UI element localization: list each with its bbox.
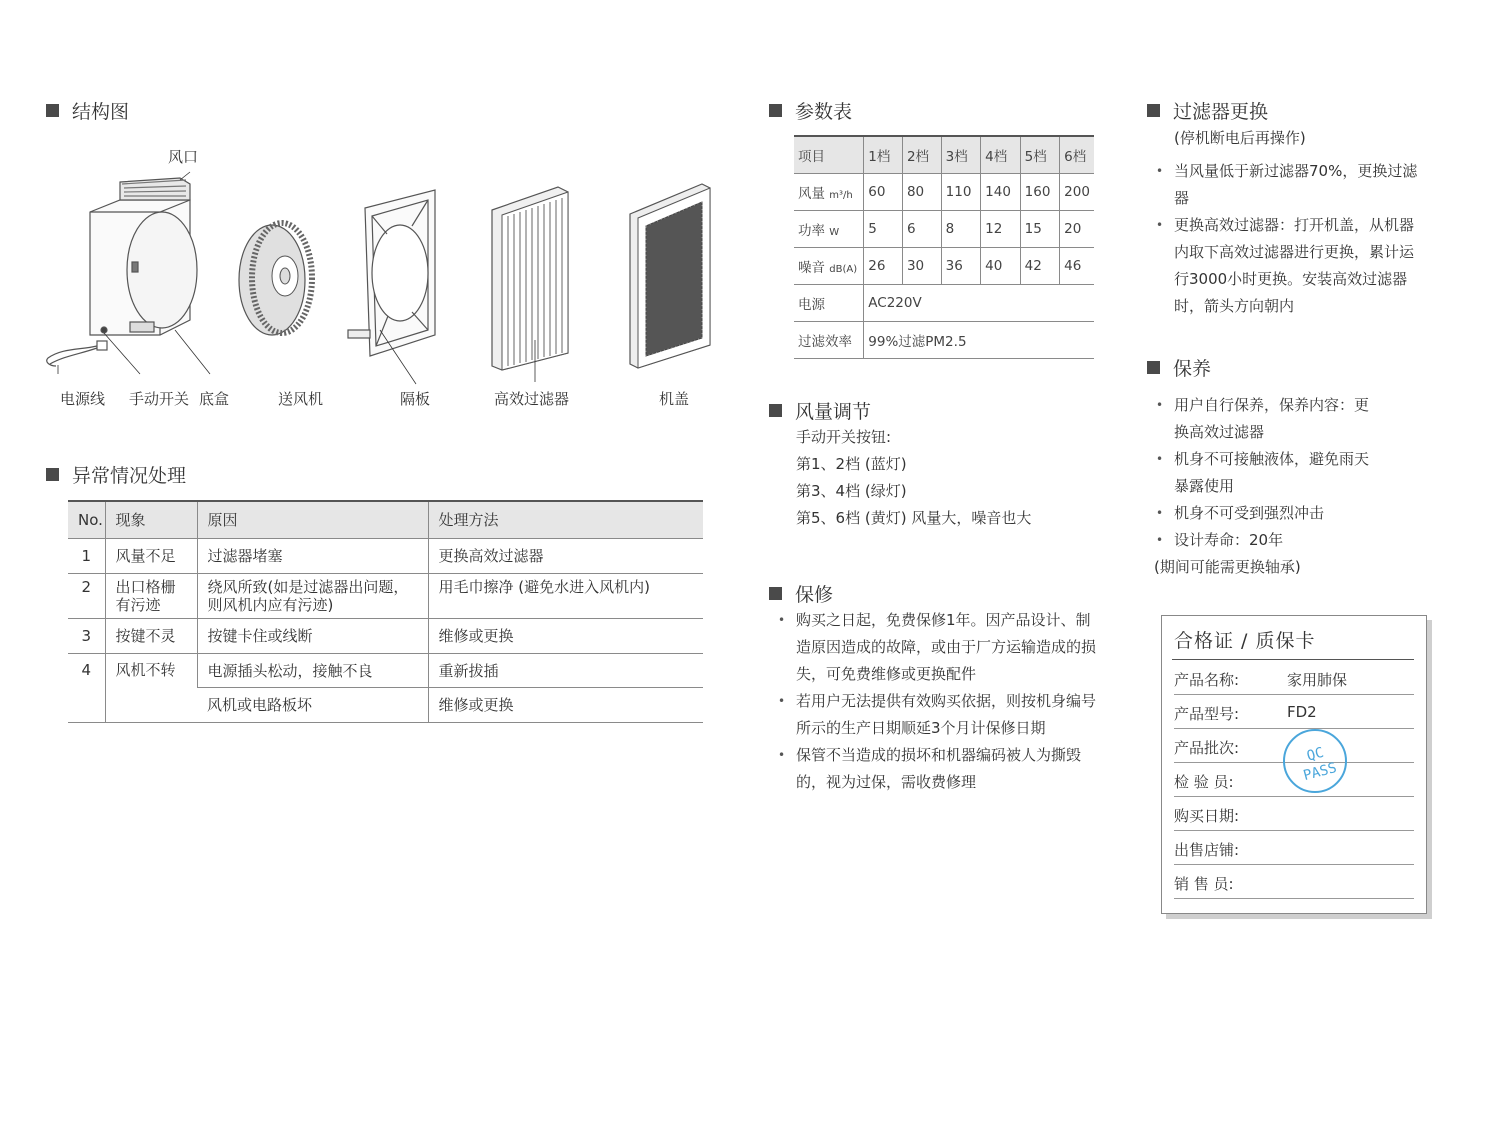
maintenance-item: • 机身不可接触液体，避免雨天暴露使用 xyxy=(1154,446,1369,500)
param-label xyxy=(794,248,864,285)
param-unit: W xyxy=(829,227,840,238)
param-header-cell: 6档 xyxy=(1060,136,1094,174)
param-value: 6 xyxy=(902,211,941,248)
card-row-purchase-date xyxy=(1174,797,1414,831)
airflow-line: 第3、4档 (绿灯) xyxy=(796,482,907,500)
card-key: 销 售 员: xyxy=(1174,875,1234,893)
cell-fix: 更换高效过滤器 xyxy=(428,539,703,574)
structure-title-text: 结构图 xyxy=(72,101,130,123)
param-value: 12 xyxy=(981,211,1021,248)
filter-item: • 更换高效过滤器：打开机盖，从机器内取下高效过滤器进行更换，累计运行3000小时更换。安装高效过滤器时，箭头方向朝内 xyxy=(1154,212,1424,320)
maintenance-item: • 用户自行保养，保养内容：更换高效过滤器 xyxy=(1154,392,1369,446)
header-cell: No. xyxy=(68,501,105,539)
cell-no: 4 xyxy=(68,654,105,723)
param-header-cell: 项目 xyxy=(794,136,864,174)
label-hepa-filter: 高效过滤器 xyxy=(494,390,570,408)
warranty-section-title xyxy=(769,580,833,607)
cell-cause: 按键卡住或线断 xyxy=(197,619,428,654)
param-value: 36 xyxy=(941,248,981,285)
param-value: 99%过滤PM2.5 xyxy=(864,322,1094,359)
card-row-product-name xyxy=(1174,661,1414,695)
table-row xyxy=(68,654,703,688)
param-row-airflow xyxy=(794,174,1094,211)
card-row-model xyxy=(1174,695,1414,729)
card-key: 产品名称: xyxy=(1174,671,1240,689)
param-unit: dB(A) xyxy=(829,264,858,275)
square-bullet-icon xyxy=(46,468,59,481)
header-cell: 现象 xyxy=(105,501,197,539)
param-label: 过滤效率 xyxy=(794,322,864,359)
cell-cause: 电源插头松动，接触不良 xyxy=(197,654,428,688)
param-header-cell: 1档 xyxy=(864,136,903,174)
param-value: 26 xyxy=(864,248,903,285)
param-row-power xyxy=(794,211,1094,248)
param-header-row xyxy=(794,136,1094,174)
filter-title-text: 过滤器更换 xyxy=(1173,101,1269,123)
maintenance-list xyxy=(1154,392,1369,581)
card-key: 购买日期: xyxy=(1174,807,1240,825)
param-label xyxy=(794,174,864,211)
table-header-row xyxy=(68,501,703,539)
structure-section-title xyxy=(46,97,129,124)
troubleshoot-title-text: 异常情况处理 xyxy=(72,465,187,487)
table-row xyxy=(68,539,703,574)
warranty-item: • 若用户无法提供有效购买依据，则按机身编号所示的生产日期顺延3个月计保修日期 xyxy=(776,688,1098,742)
warranty-card xyxy=(1161,615,1427,914)
param-row-supply xyxy=(794,285,1094,322)
filter-section-title xyxy=(1147,97,1268,124)
troubleshoot-table xyxy=(68,500,703,723)
warranty-item: • 购买之日起，免费保修1年。因产品设计、制造原因造成的故障，或由于厂方运输造成的损失，可免费维修或更换配件 xyxy=(776,607,1098,688)
filter-item: • 当风量低于新过滤器70%，更换过滤器 xyxy=(1154,158,1424,212)
airflow-lines xyxy=(796,424,1116,532)
label-power-cord: 电源线 xyxy=(60,390,106,408)
card-value: 家用肺保 xyxy=(1287,671,1348,689)
airflow-line: 第1、2档 (蓝灯) xyxy=(796,455,907,473)
maintenance-item: • 机身不可受到强烈冲击 xyxy=(1154,500,1369,527)
blower-drawing xyxy=(239,223,312,335)
maintenance-section-title xyxy=(1147,354,1211,381)
cover-drawing xyxy=(630,184,710,368)
param-header-cell: 4档 xyxy=(981,136,1021,174)
cell-symptom: 按键不灵 xyxy=(105,619,197,654)
qc-pass-stamp-icon xyxy=(1280,726,1350,796)
param-table xyxy=(794,135,1094,359)
card-key: 产品型号: xyxy=(1174,705,1240,723)
filter-list xyxy=(1154,158,1424,320)
params-title-text: 参数表 xyxy=(795,101,853,123)
param-header-cell: 5档 xyxy=(1020,136,1060,174)
param-label-text: 风量 xyxy=(798,186,825,202)
airflow-line: 手动开关按钮: xyxy=(796,428,892,446)
cell-cause: 风机或电路板坏 xyxy=(197,688,428,723)
maintenance-item: • 设计寿命：20年 xyxy=(1154,527,1369,554)
exploded-diagram xyxy=(40,170,730,385)
maintenance-title-text: 保养 xyxy=(1173,358,1212,380)
cell-cause: 绕风所致(如是过滤器出问题， 则风机内应有污迹) xyxy=(197,574,428,619)
param-value: 42 xyxy=(1020,248,1060,285)
param-value: 40 xyxy=(981,248,1021,285)
header-cell: 原因 xyxy=(197,501,428,539)
table-row xyxy=(68,619,703,654)
card-row-salesperson xyxy=(1174,865,1414,899)
label-manual-switch: 手动开关 xyxy=(129,390,190,408)
square-bullet-icon xyxy=(769,104,782,117)
cell-cause: 过滤器堵塞 xyxy=(197,539,428,574)
table-row xyxy=(68,574,703,619)
maintenance-note: (期间可能需更换轴承) xyxy=(1154,558,1301,576)
param-value: AC220V xyxy=(864,285,1094,322)
params-section-title xyxy=(769,97,852,124)
label-blower: 送风机 xyxy=(278,390,324,408)
square-bullet-icon xyxy=(769,587,782,600)
cell-symptom: 风机不转 xyxy=(105,654,197,723)
param-label xyxy=(794,211,864,248)
card-value: FD2 xyxy=(1287,703,1317,721)
label-partition: 隔板 xyxy=(400,390,431,408)
card-title: 合格证 / 质保卡 xyxy=(1174,630,1316,652)
cell-no: 2 xyxy=(68,574,105,619)
param-label-text: 噪音 xyxy=(798,260,825,276)
cell-no: 1 xyxy=(68,539,105,574)
param-value: 110 xyxy=(941,174,981,211)
partition-drawing xyxy=(348,190,435,356)
airflow-line: 第5、6档 (黄灯) 风量大，噪音也大 xyxy=(796,509,1032,527)
param-unit: m³/h xyxy=(829,190,853,201)
param-value: 5 xyxy=(864,211,903,248)
param-value: 200 xyxy=(1060,174,1094,211)
label-vent: 风口 xyxy=(168,148,199,166)
param-value: 30 xyxy=(902,248,941,285)
stamp-text-qc: QC xyxy=(1305,744,1326,765)
param-value: 15 xyxy=(1020,211,1060,248)
param-header-cell: 2档 xyxy=(902,136,941,174)
cell-fix: 维修或更换 xyxy=(428,619,703,654)
cell-symptom: 出口格栅 有污迹 xyxy=(105,574,197,619)
param-row-efficiency xyxy=(794,322,1094,359)
card-row-store xyxy=(1174,831,1414,865)
card-row-line xyxy=(1174,898,1414,899)
header-cell: 处理方法 xyxy=(428,501,703,539)
square-bullet-icon xyxy=(769,404,782,417)
param-value: 20 xyxy=(1060,211,1094,248)
cell-fix: 用毛巾擦净 (避免水进入风机内) xyxy=(428,574,703,619)
square-bullet-icon xyxy=(46,104,59,117)
param-value: 60 xyxy=(864,174,903,211)
param-value: 8 xyxy=(941,211,981,248)
cell-fix: 重新拔插 xyxy=(428,654,703,688)
card-key: 产品批次: xyxy=(1174,739,1240,757)
param-label-text: 功率 xyxy=(798,223,825,239)
cell-fix: 维修或更换 xyxy=(428,688,703,723)
param-row-noise xyxy=(794,248,1094,285)
warranty-list xyxy=(776,607,1098,796)
filter-subtitle: (停机断电后再操作) xyxy=(1174,129,1306,147)
airflow-section-title xyxy=(769,397,871,424)
warranty-item: • 保管不当造成的损坏和机器编码被人为撕毁的，视为过保，需收费修理 xyxy=(776,742,1098,796)
param-header-cell: 3档 xyxy=(941,136,981,174)
label-cover: 机盖 xyxy=(659,390,690,408)
square-bullet-icon xyxy=(1147,361,1160,374)
warranty-title-text: 保修 xyxy=(795,584,834,606)
square-bullet-icon xyxy=(1147,104,1160,117)
param-value: 80 xyxy=(902,174,941,211)
param-value: 46 xyxy=(1060,248,1094,285)
card-key: 出售店铺: xyxy=(1174,841,1240,859)
param-label: 电源 xyxy=(794,285,864,322)
cell-no: 3 xyxy=(68,619,105,654)
stamp-text-pass: PASS xyxy=(1301,759,1339,785)
cell-symptom: 风量不足 xyxy=(105,539,197,574)
hepa-filter-drawing xyxy=(492,187,568,370)
param-value: 140 xyxy=(981,174,1021,211)
airflow-title-text: 风量调节 xyxy=(795,401,872,423)
card-title-divider xyxy=(1172,659,1414,660)
label-base-box: 底盒 xyxy=(199,390,230,408)
card-key: 检 验 员: xyxy=(1174,773,1234,791)
param-value: 160 xyxy=(1020,174,1060,211)
base-box-drawing xyxy=(47,178,197,366)
troubleshoot-section-title xyxy=(46,461,186,488)
